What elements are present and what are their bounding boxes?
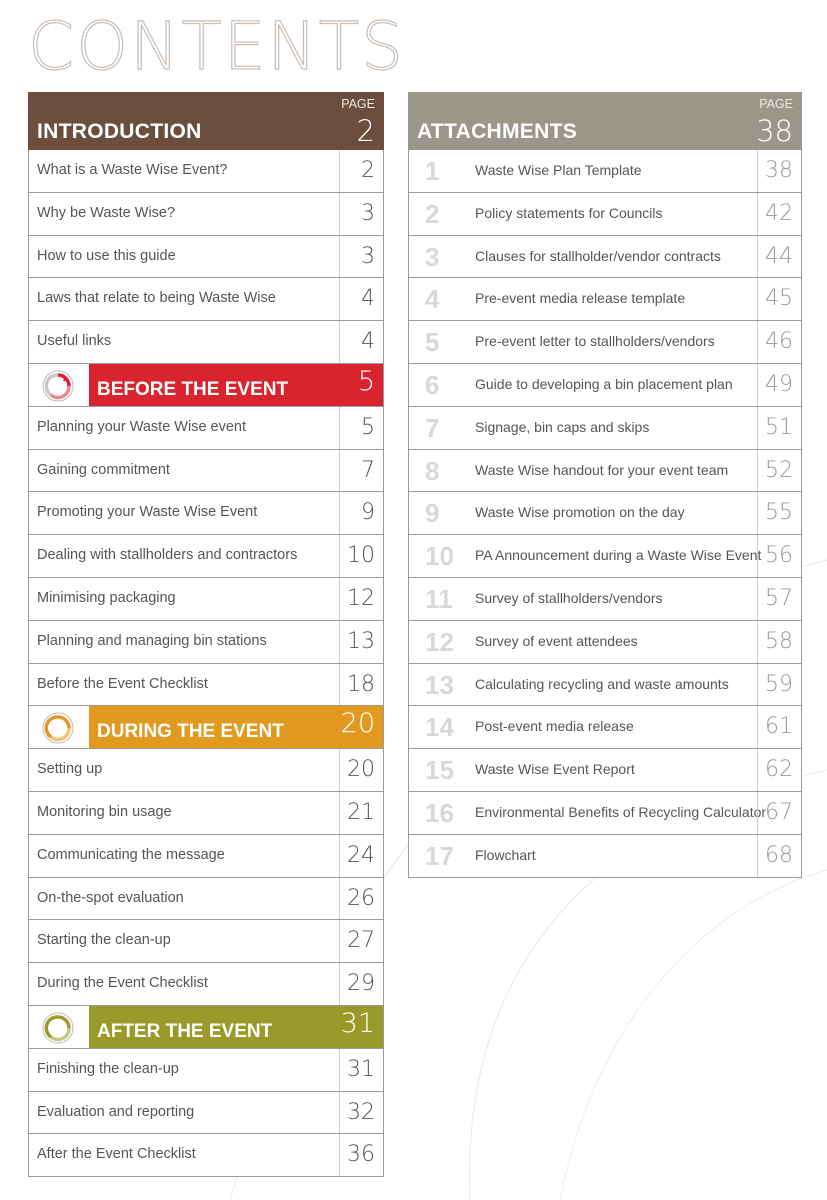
- toc-entry[interactable]: [28, 835, 384, 878]
- toc-entry-page: 3: [339, 193, 383, 235]
- toc-entry-label: Guide to developing a bin placement plan: [475, 375, 733, 392]
- toc-entry[interactable]: [28, 407, 384, 450]
- toc-entry-page: 68: [757, 835, 801, 877]
- section-page-number: 5: [357, 365, 375, 397]
- toc-entry-page: 18: [339, 664, 383, 706]
- toc-entry-label: Gaining commitment: [37, 461, 170, 478]
- toc-entry-page: 4: [339, 321, 383, 363]
- during-event-list: [28, 749, 384, 1006]
- toc-entry-label: How to use this guide: [37, 247, 176, 264]
- section-page-number: 38: [756, 114, 793, 148]
- toc-entry[interactable]: [408, 364, 802, 407]
- toc-entry[interactable]: [28, 150, 384, 193]
- toc-entry[interactable]: [28, 1092, 384, 1135]
- toc-entry-label: Planning your Waste Wise event: [37, 418, 247, 435]
- toc-entry[interactable]: [408, 835, 802, 878]
- toc-entry-page: 26: [339, 878, 383, 920]
- toc-entry-label: Promoting your Waste Wise Event: [37, 504, 258, 521]
- toc-entry[interactable]: [28, 792, 384, 835]
- toc-entry-label: Why be Waste Wise?: [37, 204, 176, 221]
- toc-entry[interactable]: [408, 321, 802, 364]
- toc-entry-page: 27: [339, 920, 383, 962]
- attachment-number: 17: [425, 840, 454, 871]
- attachment-number: 3: [425, 241, 440, 272]
- toc-entry-page: 5: [339, 407, 383, 449]
- toc-entry[interactable]: [28, 321, 384, 364]
- toc-entry[interactable]: [28, 1134, 384, 1177]
- toc-entry-label: Setting up: [37, 761, 103, 778]
- toc-entry[interactable]: [28, 535, 384, 578]
- toc-entry-page: 42: [757, 193, 801, 235]
- toc-entry[interactable]: [28, 664, 384, 707]
- toc-entry-label: Communicating the message: [37, 846, 225, 863]
- toc-entry-label: Survey of stallholders/vendors: [475, 589, 663, 606]
- toc-entry-page: 57: [757, 578, 801, 620]
- toc-entry-label: Evaluation and reporting: [37, 1103, 195, 1120]
- toc-entry[interactable]: [408, 150, 802, 193]
- after-event-bar: [89, 1006, 383, 1048]
- section-page-number: 31: [340, 1007, 375, 1039]
- toc-entry[interactable]: [28, 621, 384, 664]
- toc-entry-label: What is a Waste Wise Event?: [37, 162, 228, 178]
- toc-entry-label: Laws that relate to being Waste Wise: [37, 290, 276, 307]
- toc-entry[interactable]: [28, 1049, 384, 1092]
- recycle-icon: [41, 711, 75, 745]
- toc-entry-page: 56: [757, 535, 801, 577]
- section-header-before-event[interactable]: [28, 364, 384, 407]
- attachment-number: 16: [425, 797, 454, 828]
- section-header-during-event[interactable]: [28, 706, 384, 749]
- attachment-number: 15: [425, 755, 454, 786]
- toc-entry-label: After the Event Checklist: [37, 1146, 196, 1163]
- toc-entry-page: 62: [757, 749, 801, 791]
- toc-entry[interactable]: [408, 792, 802, 835]
- toc-entry[interactable]: [408, 535, 802, 578]
- toc-entry-label: Starting the clean-up: [37, 932, 171, 949]
- toc-entry-label: Waste Wise handout for your event team: [475, 461, 729, 478]
- section-title: ATTACHMENTS: [417, 120, 578, 143]
- toc-entry[interactable]: [408, 749, 802, 792]
- toc-entry-label: Dealing with stallholders and contractors: [37, 547, 298, 564]
- toc-entry-label: Pre-event letter to stallholders/vendors: [475, 333, 715, 350]
- toc-entry[interactable]: [408, 450, 802, 493]
- toc-entry[interactable]: [28, 492, 384, 535]
- toc-entry-page: 44: [757, 236, 801, 278]
- toc-entry-page: 51: [757, 407, 801, 449]
- toc-entry-page: 59: [757, 664, 801, 706]
- toc-entry-page: 29: [339, 963, 383, 1005]
- toc-entry-page: 32: [339, 1092, 383, 1134]
- toc-entry-page: 7: [339, 450, 383, 492]
- toc-entry[interactable]: [28, 578, 384, 621]
- section-header-introduction[interactable]: [28, 92, 384, 150]
- section-header-attachments[interactable]: [408, 92, 802, 150]
- before-event-list: [28, 407, 384, 707]
- attachment-number: 5: [425, 327, 440, 358]
- toc-entry-label: Useful links: [37, 333, 112, 350]
- toc-entry[interactable]: [408, 193, 802, 236]
- toc-entry-page: 49: [757, 364, 801, 406]
- page-label: PAGE: [341, 97, 375, 111]
- toc-entry-page: 21: [339, 792, 383, 834]
- after-event-list: [28, 1049, 384, 1177]
- contents-left-column: [28, 92, 384, 1177]
- toc-entry[interactable]: [28, 236, 384, 279]
- toc-entry[interactable]: [28, 450, 384, 493]
- toc-entry[interactable]: [408, 621, 802, 664]
- toc-entry[interactable]: [28, 749, 384, 792]
- introduction-list: [28, 150, 384, 364]
- toc-entry[interactable]: [408, 578, 802, 621]
- toc-entry-page: 36: [339, 1134, 383, 1176]
- toc-entry-label: Signage, bin caps and skips: [475, 418, 650, 435]
- toc-entry-label: Policy statements for Councils: [475, 204, 663, 221]
- attachment-number: 14: [425, 712, 454, 743]
- toc-entry-label: During the Event Checklist: [37, 975, 208, 992]
- attachment-number: 8: [425, 455, 440, 486]
- toc-entry[interactable]: [408, 236, 802, 279]
- toc-entry-label: Waste Wise Event Report: [475, 761, 635, 778]
- contents-right-column: [408, 92, 802, 878]
- toc-entry[interactable]: [408, 492, 802, 535]
- toc-entry[interactable]: [28, 920, 384, 963]
- section-page-number: 20: [340, 708, 375, 740]
- toc-entry-label: Finishing the clean-up: [37, 1060, 179, 1077]
- toc-entry-page: 55: [757, 492, 801, 534]
- recycle-icon: [41, 369, 75, 403]
- toc-entry-page: 13: [339, 621, 383, 663]
- toc-entry-label: Before the Event Checklist: [37, 675, 208, 692]
- attachment-number: 10: [425, 541, 454, 572]
- toc-entry-label: Survey of event attendees: [475, 632, 638, 649]
- toc-entry-label: PA Announcement during a Waste Wise Event: [475, 547, 762, 564]
- toc-entry-page: 3: [339, 236, 383, 278]
- toc-entry-page: 4: [339, 278, 383, 320]
- toc-entry-page: 38: [757, 150, 801, 192]
- toc-entry-page: 20: [339, 749, 383, 791]
- toc-entry-label: Flowchart: [475, 846, 536, 863]
- attachment-number: 6: [425, 369, 440, 400]
- toc-entry-label: On-the-spot evaluation: [37, 889, 184, 906]
- attachment-number: 13: [425, 669, 454, 700]
- recycle-icon: [41, 1011, 75, 1045]
- attachment-number: 7: [425, 412, 440, 443]
- page-label: PAGE: [759, 97, 793, 111]
- during-event-bar: [89, 706, 383, 748]
- section-title: DURING THE EVENT: [97, 721, 284, 743]
- toc-entry-page: 46: [757, 321, 801, 363]
- toc-entry-page: 9: [339, 492, 383, 534]
- toc-entry-label: Pre-event media release template: [475, 290, 686, 307]
- toc-entry-label: Post-event media release: [475, 718, 634, 735]
- attachment-number: 2: [425, 198, 440, 229]
- toc-entry-label: Waste Wise Plan Template: [475, 162, 642, 178]
- toc-entry[interactable]: [28, 878, 384, 921]
- toc-entry[interactable]: [28, 963, 384, 1006]
- toc-entry-page: 24: [339, 835, 383, 877]
- toc-entry[interactable]: [408, 407, 802, 450]
- toc-entry-page: 67: [757, 792, 801, 834]
- section-title: BEFORE THE EVENT: [97, 378, 289, 400]
- toc-entry[interactable]: [28, 193, 384, 236]
- toc-entry[interactable]: [408, 664, 802, 707]
- section-page-number: 2: [356, 114, 375, 148]
- toc-entry[interactable]: [28, 278, 384, 321]
- toc-entry-label: Environmental Benefits of Recycling Calculator: [475, 803, 767, 820]
- toc-entry-label: Clauses for stallholder/vendor contracts: [475, 247, 721, 264]
- toc-entry-label: Planning and managing bin stations: [37, 632, 267, 649]
- toc-entry-page: 58: [757, 621, 801, 663]
- toc-entry-page: 2: [339, 150, 383, 192]
- toc-entry[interactable]: [408, 706, 802, 749]
- attachment-number: 9: [425, 498, 440, 529]
- page-title: CONTENTS: [28, 8, 406, 85]
- attachment-number: 1: [425, 156, 440, 186]
- toc-entry[interactable]: [408, 278, 802, 321]
- attachment-number: 11: [425, 583, 453, 614]
- toc-entry-page: 45: [757, 278, 801, 320]
- before-event-bar: [89, 364, 383, 406]
- toc-entry-page: 31: [339, 1049, 383, 1091]
- toc-entry-label: Monitoring bin usage: [37, 803, 172, 820]
- attachments-list: [408, 150, 802, 878]
- toc-entry-label: Minimising packaging: [37, 589, 176, 606]
- toc-entry-label: Calculating recycling and waste amounts: [475, 675, 729, 692]
- attachment-number: 12: [425, 626, 454, 657]
- attachment-number: 4: [425, 284, 440, 315]
- toc-entry-label: Waste Wise promotion on the day: [475, 504, 685, 521]
- toc-entry-page: 52: [757, 450, 801, 492]
- section-header-after-event[interactable]: [28, 1006, 384, 1049]
- toc-entry-page: 12: [339, 578, 383, 620]
- section-title: AFTER THE EVENT: [97, 1020, 273, 1042]
- toc-entry-page: 10: [339, 535, 383, 577]
- section-title: INTRODUCTION: [37, 120, 202, 143]
- toc-entry-page: 61: [757, 706, 801, 748]
